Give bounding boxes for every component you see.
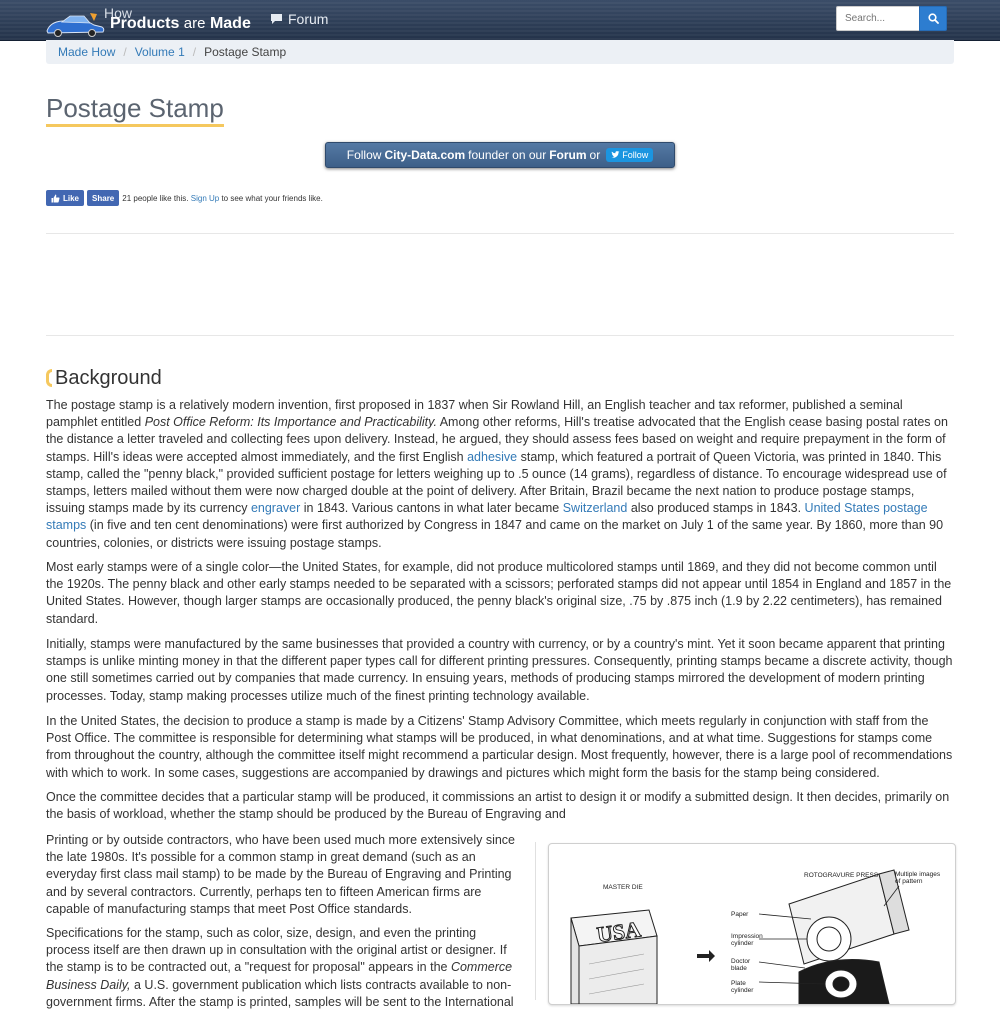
paragraph-7 [46, 925, 522, 1011]
paragraph-5: Once the committee decides that a particular stamp will be produced, it commissions an artist to design it or modify a submitted design. It then decides, primarily on the basis of workload, whether the stamp should be produced by the Bureau of Engraving and [46, 790, 950, 822]
paragraph-4: In the United States, the decision to produce a stamp is made by a Citizens' Stamp Advisory Committee, which meets regularly in conjunction with staff from the Post Office. The committee is responsible for determining what stamps will be produced, in what denominations, and at what time. Suggestions for stamps come from throughout the country, although the committee itself might recommend a particular design. Most frequently, however, there is a large pool of recommendations with which to work. In some cases, suggestions are accompanied by drawings and pictures which might form the basis for the stamp being considered. [46, 714, 953, 780]
impression-line-2: cylinder [731, 940, 754, 947]
section-mark-icon [46, 369, 52, 387]
paragraph-1 [46, 397, 954, 552]
breadcrumb-separator: / [123, 45, 127, 59]
master-die-label: MASTER DIE [603, 884, 643, 891]
commerce-business-daily: Commerce Business Daily, [46, 960, 513, 992]
engraver-link[interactable]: engraver [250, 501, 301, 516]
paragraph-3: Initially, stamps were manufactured by the same businesses that provided a country with currency, or by a country's mint. Yet it soon became apparent that printing stamps is unlike minting money in that the different paper types call for different printing pressures. Consequently, printing stamps became a discrete activity, though one still sometimes carried out by companies that made currency. In ensuing years, methods of producing stamps mirrored the development of modern printing processes. Today, stamp making processes utilize much of the finest printing technology available. [46, 637, 953, 703]
search-button[interactable] [919, 6, 947, 31]
paragraph-2: Most early stamps were of a single color—the United States, for example, did not produce multicolored stamps until 1869, and they did not become common until the 1920s. The penny black and other early stamps needed to be separated with a scissors; perforated stamps did not appear until 1854 in England and 1857 in the United States. However, though larger stamps are occasionally produced, the penny black's original size, .75 by .875 inch (1.9 by 2.22 centimeters), has remained standard. [46, 560, 952, 626]
twitter-bird-icon [611, 151, 620, 159]
multiple-images-label [895, 871, 940, 885]
rotogravure-press-illustration[interactable] [548, 843, 956, 1005]
search-icon [928, 13, 939, 24]
facebook-widget [46, 190, 323, 206]
logo-products-text: Products [110, 15, 180, 32]
doctor-line-2: blade [731, 965, 747, 972]
follow-forum-link[interactable]: Forum [549, 148, 587, 162]
paragraph-6: Printing or by outside contractors, who have been used much more extensively since the late 1980s. It's possible for a common stamp in great demand (such as an everyday first class mail stamp) to be made by the Bureau of Engraving and Printing and by several contractors. Currently, perhaps ten to fifteen American firms are capable of manufacturing stamps that meet Post Office standards. [46, 833, 515, 916]
paragraph-7-text-a: Specifications for the stamp, such as color, size, design, and even the printing process itself are then drawn up in consultation with the original artist or designer. If the stamp is to be contracted out, a "request for proposal" appears in the [46, 926, 507, 975]
page-title: Postage Stamp [46, 93, 224, 127]
breadcrumb-current: Postage Stamp [204, 45, 287, 59]
search-input[interactable] [836, 6, 928, 31]
logo-are-text: are [183, 15, 206, 32]
logo-how-text: How [104, 5, 133, 21]
multiple-images-line-2: of pattern [895, 878, 923, 885]
paragraph-7-text-b: a U.S. government publication which lists contracts available to non-government firms. After the stamp is printed, samples will be sent to the International [46, 977, 514, 1009]
plate-cylinder-label [731, 980, 753, 994]
logo-title [110, 15, 251, 33]
paragraph-1-text-c: stamp, which featured a portrait of Queen Victoria, was printed in 1840. This stamp, called the "penny black," provided sufficient postage for letters weighing up to .5 ounce (14 grams), regardless of distance. To encourage widespread use of stamps, letters mailed without them were now charged double at the point of delivery. After Britain, Brazil became the next nation to produce postage stamps, issuing stamps made by its currency [46, 449, 947, 516]
site-logo[interactable] [44, 3, 251, 39]
follow-prefix: Follow [346, 148, 382, 162]
follow-banner [325, 142, 675, 168]
facebook-suffix-text: to see what your friends like. [221, 193, 323, 203]
section-title-text: Background [55, 367, 162, 389]
follow-or: or [589, 148, 601, 162]
adhesive-link[interactable]: adhesive [467, 449, 518, 464]
paragraph-1-text-b: Among other reforms, Hill's treatise advocated that the English cease basing postal rates on the distance a letter traveled and collecting fees upon delivery. Instead, he argued, they should assess fees based on weight and require prepayment in the form of stamps. Hill's ideas were accepted almost immediately, and the first English [46, 415, 948, 464]
comment-icon [270, 13, 283, 25]
breadcrumb-separator: / [192, 45, 197, 59]
multiple-images-line-1: Multiple images [895, 871, 941, 878]
breadcrumb [46, 40, 954, 64]
impression-line-1: Impression [731, 933, 763, 940]
paragraph-1-text-f: (in five and ten cent denominations) were first authorized by Congress in 1847 and came on the market on July 1 of the same year. By 1860, more than 90 countries, colonies, or districts were issuing postage stamps. [46, 518, 944, 550]
switzerland-link[interactable]: Switzerland [562, 501, 628, 516]
paragraph-1-text-a: The postage stamp is a relatively modern invention, first proposed in 1837 when Sir Rowland Hill, an English teacher and tax reformer, published a seminal pamphlet entitled [46, 398, 903, 430]
logo-made-text: Made [209, 15, 251, 32]
doctor-blade-label [731, 958, 750, 972]
facebook-share-button[interactable]: Share [87, 190, 119, 206]
paragraph-1-text-d: in 1843. Various cantons in what later became [300, 501, 563, 516]
process-arrow-icon [697, 950, 715, 962]
column-divider [535, 842, 536, 1000]
nav-forum-label: Forum [288, 11, 329, 27]
facebook-signup-link[interactable]: Sign Up [190, 193, 220, 203]
breadcrumb-link-made-how[interactable]: Made How [58, 45, 116, 59]
follow-middle: founder on our [468, 148, 547, 162]
doctor-line-1: Doctor [731, 958, 751, 965]
rotogravure-press-label: ROTOGRAVURE PRESS [804, 872, 879, 879]
us-postage-stamps-link[interactable]: United States postage stamps [46, 501, 928, 533]
pamphlet-title: Post Office Reform: Its Importance and Practicability. [144, 415, 437, 430]
city-data-link[interactable]: City-Data.com [384, 148, 466, 162]
paper-label: Paper [731, 911, 749, 918]
impression-cylinder-label [731, 933, 763, 947]
thumbs-up-icon [51, 194, 60, 203]
section-title-background [46, 366, 162, 390]
facebook-like-button[interactable] [46, 190, 84, 206]
breadcrumb-link-volume-1[interactable]: Volume 1 [134, 45, 185, 59]
paragraph-1-text-e: also produced stamps in 1843. [627, 501, 805, 516]
facebook-count-text: 21 people like this. [122, 193, 189, 203]
twitter-follow-label: Follow [622, 150, 649, 160]
nav-forum-link[interactable] [270, 11, 328, 27]
press-cylinder-drawing [789, 870, 909, 1004]
divider [46, 335, 954, 336]
twitter-follow-button[interactable] [606, 148, 653, 162]
divider [46, 233, 954, 234]
facebook-like-label: Like [63, 193, 80, 203]
plate-line-1: Plate [731, 980, 746, 987]
car-logo-icon [44, 13, 106, 37]
die-relief-text: USA [595, 916, 643, 948]
plate-line-2: cylinder [731, 987, 754, 994]
top-navbar [0, 0, 1000, 41]
